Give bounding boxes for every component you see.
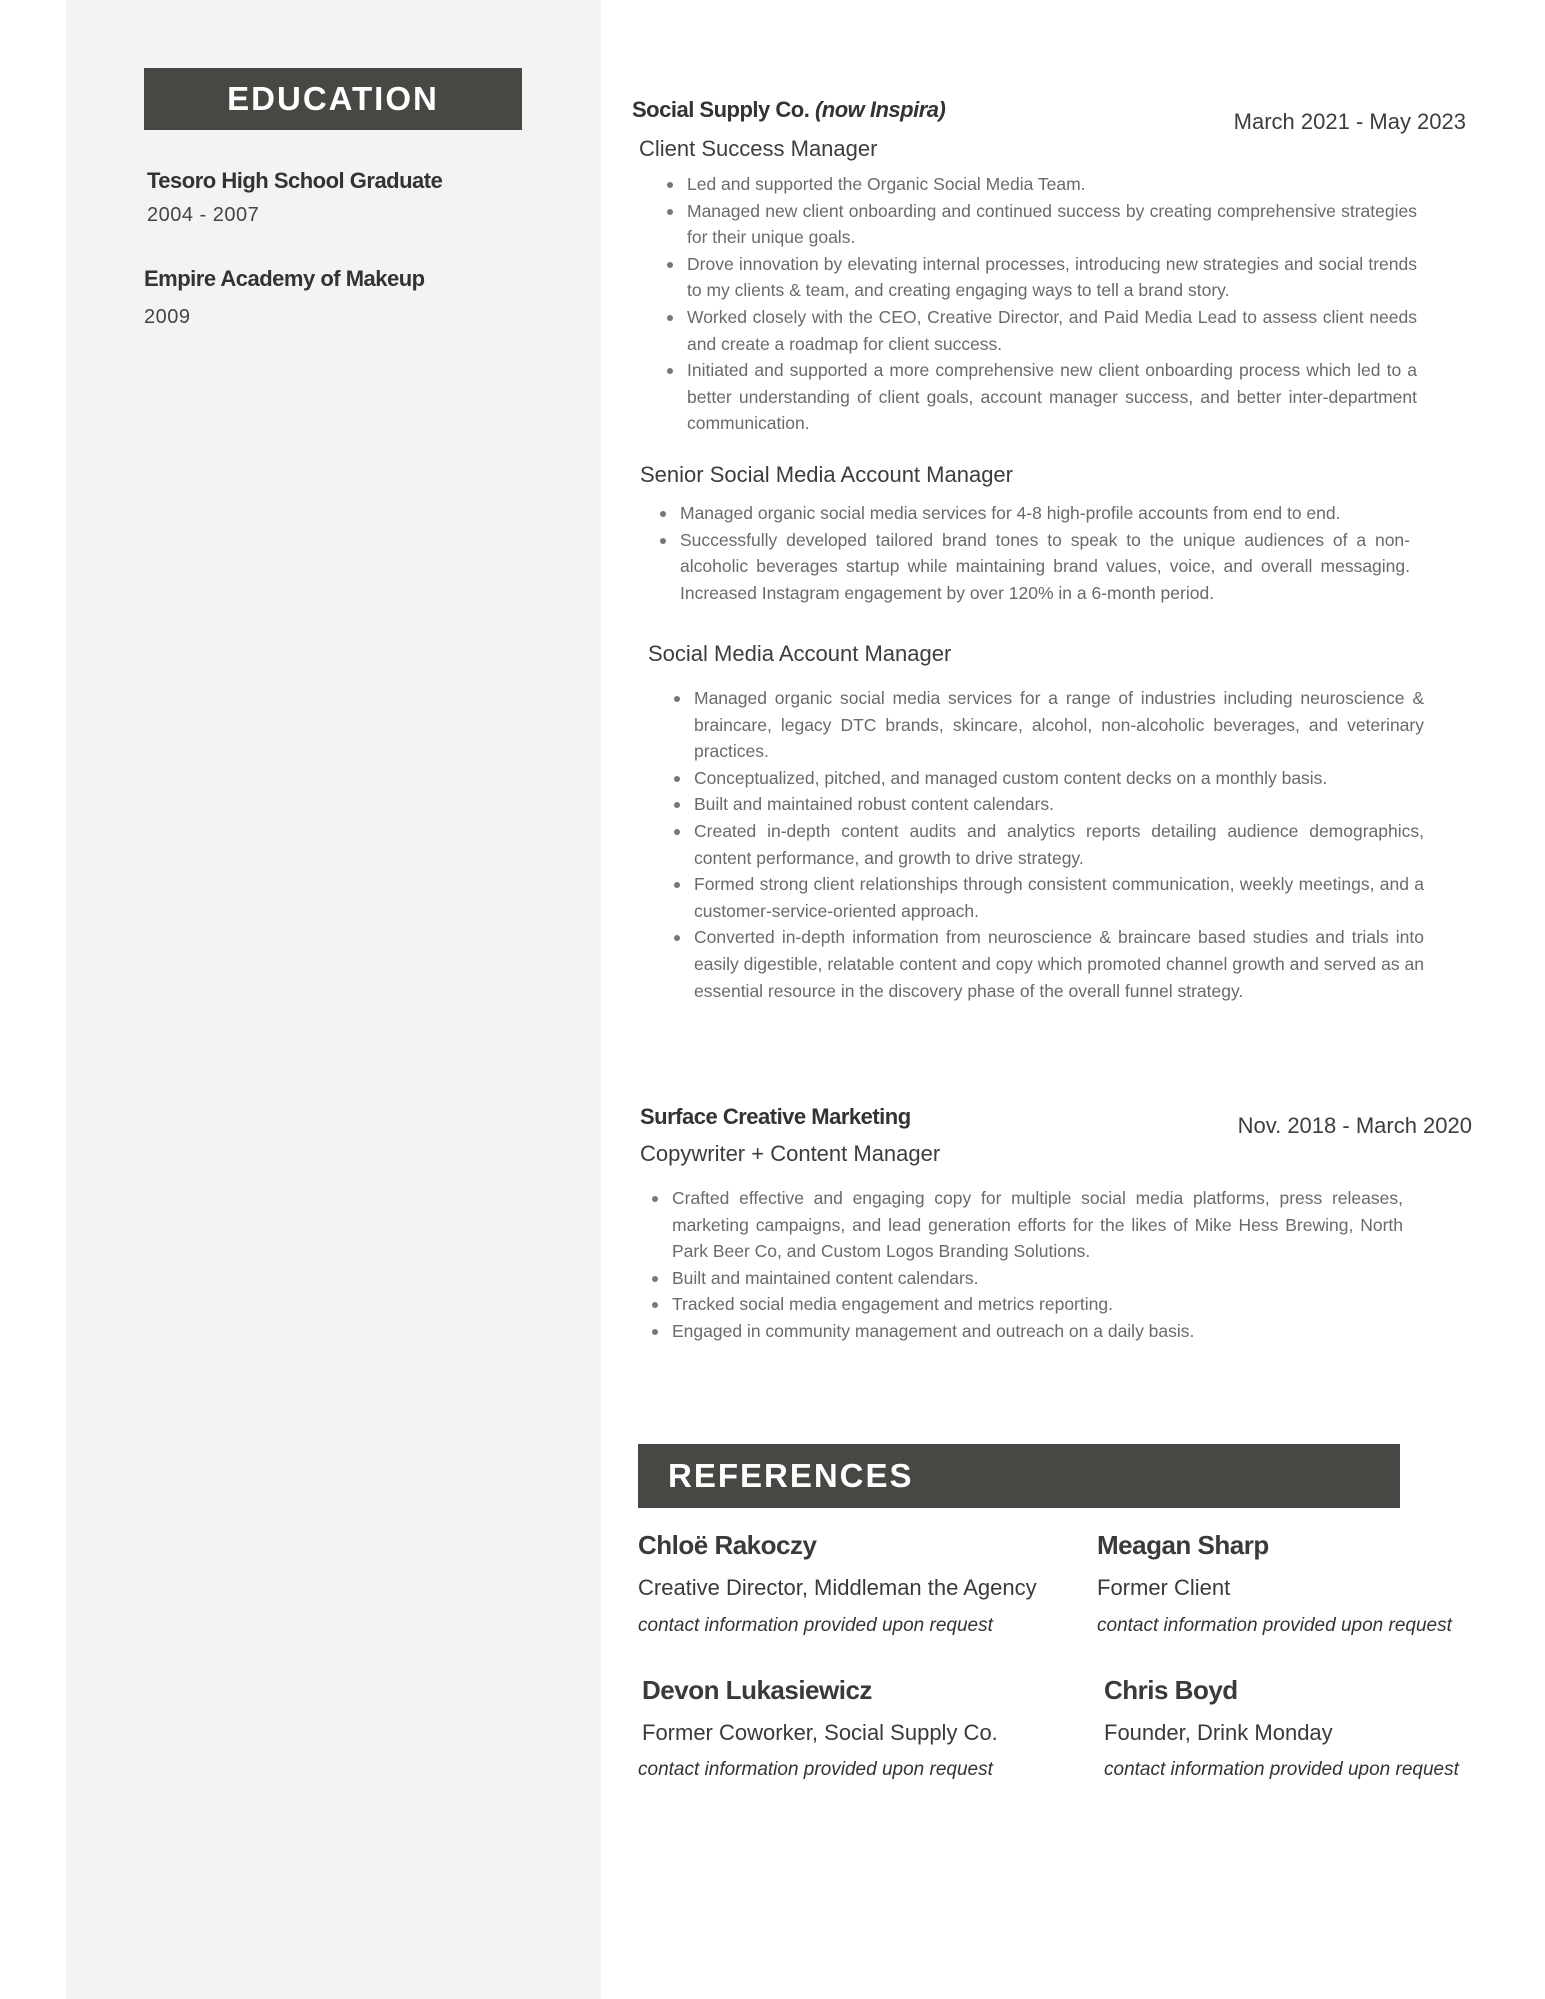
bullet-item: Crafted effective and engaging copy for multiple social media platforms, press releases, marketing campaigns, and lead generation efforts for the likes of Mike Hess Brewing, North Park Beer Co, and Custom Logos Branding Solutions. bbox=[672, 1185, 1403, 1265]
reference-name: Chris Boyd bbox=[1104, 1675, 1238, 1705]
job-dates: March 2021 - May 2023 bbox=[1233, 109, 1466, 134]
job-title: Copywriter + Content Manager bbox=[640, 1141, 941, 1166]
bullet-item: Built and maintained robust content calendars. bbox=[694, 791, 1424, 818]
bullet-item: Worked closely with the CEO, Creative Director, and Paid Media Lead to assess client needs and create a roadmap for client success. bbox=[687, 304, 1417, 357]
reference-contact: contact information provided upon request bbox=[1097, 1615, 1452, 1636]
bullet-item: Built and maintained content calendars. bbox=[672, 1265, 1403, 1292]
reference-role: Former Client bbox=[1097, 1575, 1231, 1600]
reference-name: Meagan Sharp bbox=[1097, 1530, 1269, 1560]
bullet-item: Initiated and supported a more comprehensive new client onboarding process which led to a better understanding of client goals, account manager success, and better inter-department communication. bbox=[687, 357, 1417, 437]
job-title: Social Media Account Manager bbox=[648, 641, 952, 666]
reference-name: Chloë Rakoczy bbox=[638, 1530, 817, 1560]
bullet-item: Created in-depth content audits and analytics reports detailing audience demographics, content performance, and growth to drive strategy. bbox=[694, 818, 1424, 871]
bullet-item: Converted in-depth information from neuroscience & braincare based studies and trials into easily digestible, relatable content and copy which promoted channel growth and served as an essential resource in the discovery phase of the overall funnel strategy. bbox=[694, 924, 1424, 1004]
education-years: 2004 - 2007 bbox=[147, 204, 260, 226]
bullet-list bbox=[687, 171, 1417, 437]
reference-contact: contact information provided upon request bbox=[638, 1759, 993, 1780]
company-note: (now Inspira) bbox=[814, 97, 946, 122]
bullet-item: Managed organic social media services for 4-8 high-profile accounts from end to end. bbox=[680, 500, 1410, 527]
bullet-list bbox=[680, 500, 1410, 606]
bullet-item: Successfully developed tailored brand tones to speak to the unique audiences of a non-alcoholic beverages startup while maintaining brand values, voice, and overall messaging. Increased Instagram engagement by over 120% in a 6-month period. bbox=[680, 527, 1410, 607]
reference-role: Former Coworker, Social Supply Co. bbox=[642, 1720, 998, 1745]
bullet-list bbox=[694, 685, 1424, 1004]
reference-name: Devon Lukasiewicz bbox=[642, 1675, 872, 1705]
reference-role: Founder, Drink Monday bbox=[1104, 1720, 1333, 1745]
bullet-item: Engaged in community management and outreach on a daily basis. bbox=[672, 1318, 1403, 1345]
company-name bbox=[632, 97, 945, 123]
education-school: Empire Academy of Makeup bbox=[144, 266, 425, 291]
bullet-item: Conceptualized, pitched, and managed custom content decks on a monthly basis. bbox=[694, 765, 1424, 792]
reference-role: Creative Director, Middleman the Agency bbox=[638, 1575, 1037, 1600]
sidebar bbox=[66, 0, 601, 1999]
bullet-list bbox=[672, 1185, 1403, 1345]
education-years: 2009 bbox=[144, 306, 191, 328]
bullet-item: Led and supported the Organic Social Media Team. bbox=[687, 171, 1417, 198]
bullet-item: Drove innovation by elevating internal processes, introducing new strategies and social trends to my clients & team, and creating engaging ways to tell a brand story. bbox=[687, 251, 1417, 304]
bullet-item: Managed new client onboarding and continued success by creating comprehensive strategies for their unique goals. bbox=[687, 198, 1417, 251]
reference-contact: contact information provided upon request bbox=[1104, 1759, 1459, 1780]
company-name: Surface Creative Marketing bbox=[640, 1104, 911, 1129]
bullet-item: Tracked social media engagement and metrics reporting. bbox=[672, 1291, 1403, 1318]
reference-contact: contact information provided upon request bbox=[638, 1615, 993, 1636]
education-school: Tesoro High School Graduate bbox=[147, 168, 443, 193]
company-title: Social Supply Co. bbox=[632, 97, 810, 122]
education-heading: EDUCATION bbox=[144, 68, 522, 130]
bullet-item: Formed strong client relationships through consistent communication, weekly meetings, and a customer-service-oriented approach. bbox=[694, 871, 1424, 924]
job-title: Client Success Manager bbox=[639, 136, 878, 161]
job-title: Senior Social Media Account Manager bbox=[640, 462, 1013, 487]
job-dates: Nov. 2018 - March 2020 bbox=[1237, 1113, 1472, 1138]
bullet-item: Managed organic social media services for a range of industries including neuroscience & braincare, legacy DTC brands, skincare, alcohol, non-alcoholic beverages, and veterinary practices. bbox=[694, 685, 1424, 765]
references-heading: REFERENCES bbox=[638, 1444, 1400, 1508]
